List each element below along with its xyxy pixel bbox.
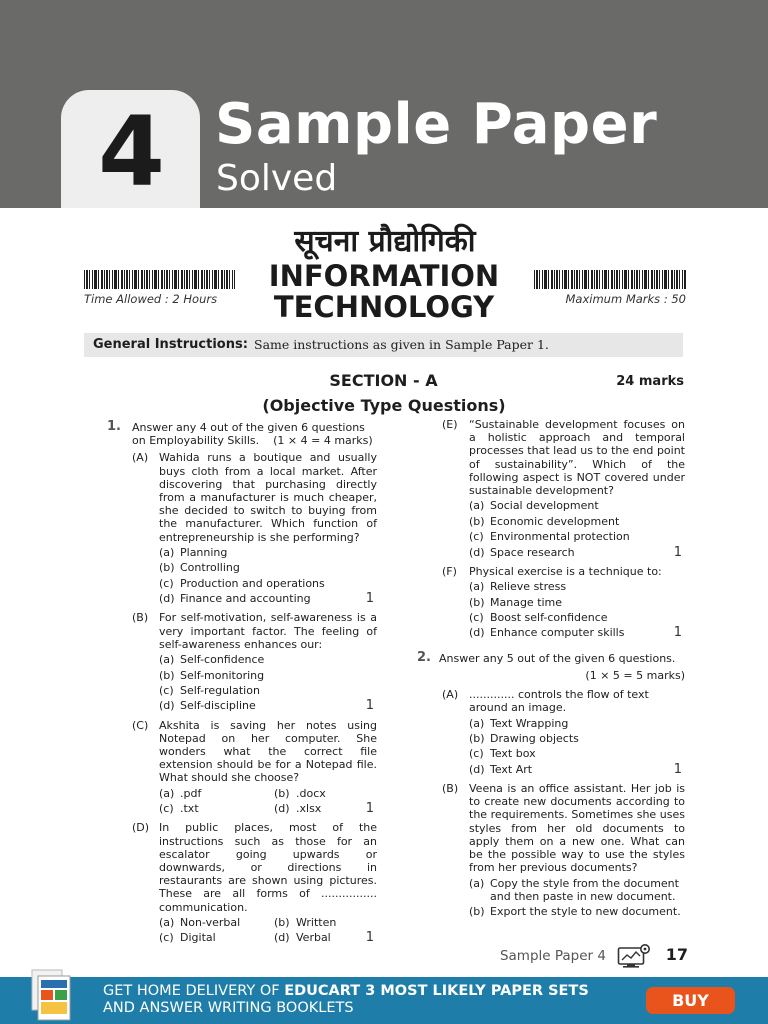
option: (a) Copy the style from the document and then paste in new document. — [469, 876, 679, 903]
mark-value: 1 — [365, 698, 374, 714]
general-instructions-label: General Instructions: — [93, 337, 248, 352]
question-text: Answer any 5 out of the given 6 questions. — [439, 651, 676, 665]
page-number: 17 — [665, 945, 688, 964]
paper-number: 4 — [98, 96, 163, 208]
question-number: 1. — [107, 419, 121, 434]
subquestion-text: Veena is an office assistant. Her job is to create new documents according to the requirements. Sometimes she uses styles from her old documents to apply them on a new one. What can be the possible way to use the styles from her previous documents? — [469, 781, 685, 875]
subquestion-text: In public places, most of the instructions such as those for an escalator going upwards or downwards, or directions in restaurants are shown using pictures. These are all forms of ................ communication. — [159, 821, 377, 914]
time-allowed: Time Allowed : 2 Hours — [84, 292, 218, 306]
section-marks: 24 marks — [616, 374, 684, 389]
subquestion-text: Physical exercise is a technique to: — [469, 564, 662, 578]
buy-button[interactable]: BUY — [646, 987, 735, 1014]
barcode-left-icon — [84, 270, 235, 289]
option: (b) Export the style to new document. — [469, 905, 681, 919]
subquestion-1c: (C) Akshita is saving her notes using Notepad on her computer. She wonders what the correct file extension should be for a Notepad file. What should she choose? — [132, 718, 377, 785]
option: (a) Text Wrapping — [469, 716, 569, 730]
svg-text:सूचना प्रौद्योगिकी: सूचना प्रौद्योगिकी — [294, 224, 476, 259]
option: (a) Planning — [159, 546, 228, 560]
question-1 — [107, 421, 377, 447]
option: (c) Text box — [469, 747, 536, 761]
subquestion-1d: (D) In public places, most of the instructions such as those for an escalator going upwards or downwards, or directions in restaurants are shown using pictures. These are all forms of ................ communication. — [132, 821, 377, 914]
option-row: (a) .pdf (b) .docx — [159, 786, 326, 800]
page-title: Sample Paper — [215, 92, 658, 157]
maximum-marks: Maximum Marks : 50 — [565, 292, 686, 306]
question-marks: (1 × 4 = 4 marks) — [273, 434, 373, 448]
subquestion-2b: (B) Veena is an office assistant. Her job is to create new documents according to the requirements. Sometimes she uses styles from her old documents to apply them on a new one. What can be the possible way to use the styles from her previous documents? — [442, 781, 685, 875]
banner-text: GET HOME DELIVERY OF EDUCART 3 MOST LIKELY PAPER SETS AND ANSWER WRITING BOOKLETS — [103, 983, 589, 1016]
section-subtitle: (Objective Type Questions) — [262, 396, 506, 415]
option: (d) Text Art 1 — [469, 761, 682, 777]
option: (b) Controlling — [159, 561, 240, 575]
mark-value: 1 — [673, 761, 682, 777]
option: (a) Self-confidence — [159, 653, 265, 667]
mark-value: 1 — [365, 591, 374, 607]
question-2 — [417, 649, 685, 665]
subquestion-1f: (F) Physical exercise is a technique to: — [442, 564, 662, 578]
left-column — [107, 421, 377, 945]
page-subtitle: Solved — [216, 158, 338, 199]
question-number: 2. — [417, 649, 431, 665]
subquestion-text: Wahida runs a boutique and usually buys cloth from a local market. After discovering that purchasing directly from a manufacturer is much cheaper, she decided to switch to buying from the manufacturer. Which function of entrepreneurship is she performing? — [159, 451, 377, 544]
option: (a) Relieve stress — [469, 580, 567, 594]
mark-value: 1 — [673, 544, 682, 560]
option: (c) Environmental protection — [469, 530, 630, 544]
mark-value: 1 — [673, 625, 682, 641]
option: (b) Drawing objects — [469, 731, 579, 745]
subquestion-2a: (A) ............. controls the flow of text around an image. — [442, 687, 649, 715]
option: (c) Self-regulation — [159, 683, 260, 697]
mark-value: 1 — [365, 930, 374, 946]
subquestion-1a: (A) Wahida runs a boutique and usually buys cloth from a local market. After discovering that purchasing directly from a manufacturer is much cheaper, she decided to switch to buying from the manufacturer. Which function of entrepreneurship is she performing? — [132, 451, 377, 544]
footer-label: Sample Paper 4 — [499, 948, 606, 964]
subquestion-text: Akshita is saving her notes using Notepad on her computer. She wonders what the correct file extension should be for a Notepad file. What should she choose? — [159, 718, 377, 785]
subquestion-text: For self-motivation, self-awareness is a very important factor. The feeling of self-awareness enhances our: — [159, 611, 377, 651]
subquestion-1b: (B) For self-motivation, self-awareness is a very important factor. The feeling of self-awareness enhances our: — [132, 611, 377, 651]
option-row: (c) Digital (d) Verbal 1 — [159, 930, 374, 946]
right-column — [417, 418, 685, 918]
option: (b) Self-monitoring — [159, 668, 265, 682]
option: (b) Economic development — [469, 514, 620, 528]
general-instructions-text: Same instructions as given in Sample Paper 1. — [254, 337, 549, 352]
option: (c) Production and operations — [159, 576, 325, 590]
subquestion-text: “Sustainable development focuses on a holistic approach and temporal processes that lead us to the end point of sustainability”. Which of the following aspect is NOT covered under sustainable development? — [469, 418, 685, 498]
hindi-subject-title — [265, 220, 505, 260]
option: (d) Space research 1 — [469, 544, 682, 560]
section-title: SECTION - A — [329, 371, 438, 390]
subject-line1: INFORMATION — [268, 259, 500, 293]
barcode-right-icon — [534, 270, 686, 289]
mark-value: 1 — [365, 801, 374, 817]
question-marks: (1 × 5 = 5 marks) — [585, 668, 685, 682]
option: (c) Boost self-confidence — [469, 610, 608, 624]
subject-line2: TECHNOLOGY — [273, 290, 495, 324]
subquestion-1e: (E) “Sustainable development focuses on a holistic approach and temporal processes that lead us to the end point of sustainability”. Which of the following aspect is NOT covered under sustainable development? — [442, 418, 685, 498]
paper-number-box — [61, 90, 200, 208]
option-row: (c) .txt (d) .xlsx 1 — [159, 801, 374, 817]
computer-settings-icon — [617, 943, 651, 969]
option: (b) Manage time — [469, 595, 563, 609]
question-text: Answer any 4 out of the given 6 questions on Employability Skills. — [132, 421, 365, 448]
option-row: (a) Non-verbal (b) Written — [159, 915, 337, 929]
option: (d) Finance and accounting 1 — [159, 591, 374, 607]
option: (d) Self-discipline 1 — [159, 698, 374, 714]
option: (d) Enhance computer skills 1 — [469, 625, 682, 641]
book-stack-icon — [28, 966, 78, 1024]
subject-title — [250, 261, 518, 323]
subquestion-text: ............. controls the flow of text around an image. — [469, 687, 649, 715]
option: (a) Social development — [469, 499, 599, 513]
